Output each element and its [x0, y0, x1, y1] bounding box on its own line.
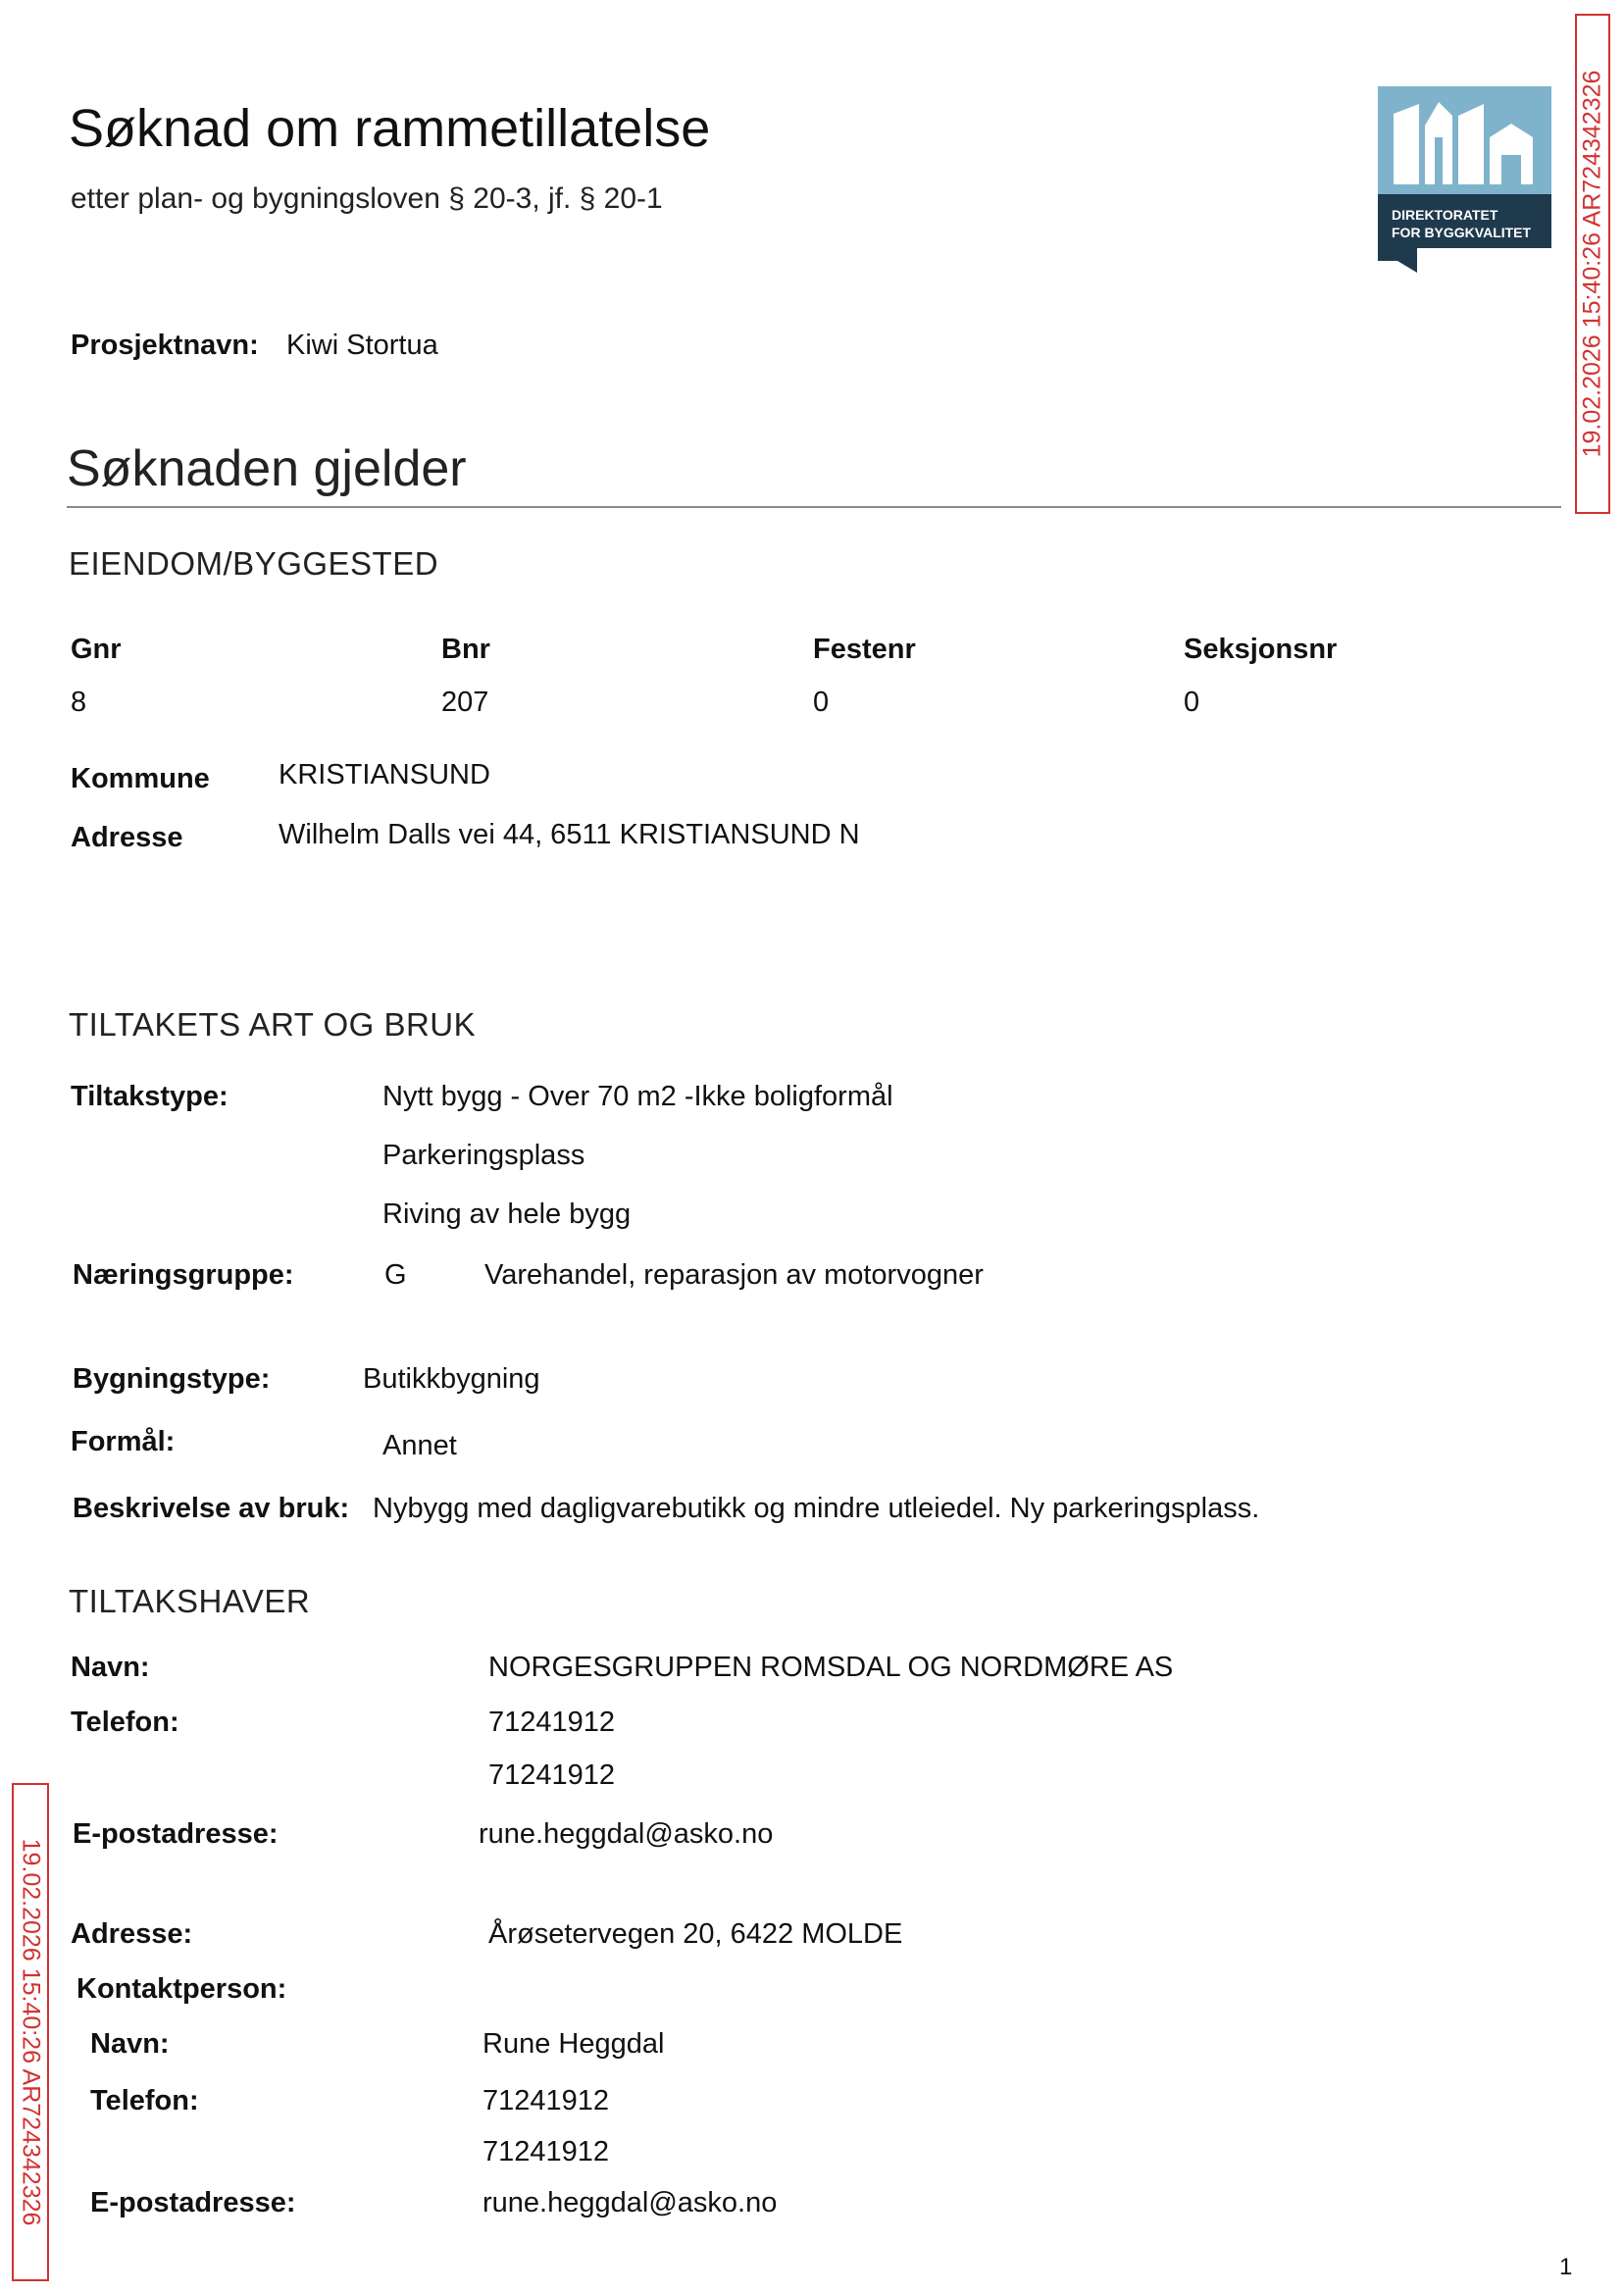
adresse-value: Wilhelm Dalls vei 44, 6511 KRISTIANSUND N: [279, 819, 860, 850]
document-title: Søknad om rammetillatelse: [69, 99, 711, 158]
telefon-label: Telefon:: [71, 1707, 179, 1738]
tiltak-heading: TILTAKETS ART OG BRUK: [69, 1006, 477, 1043]
bnr-label: Bnr: [441, 634, 490, 665]
section-heading: Søknaden gjelder: [67, 440, 467, 497]
tiltakshaver-heading: TILTAKSHAVER: [69, 1583, 311, 1619]
dibk-logo: [1378, 86, 1551, 273]
stamp-text-right: 19.02.2026 15:40:26 AR724342326: [1578, 70, 1606, 458]
adresse-label: Adresse: [71, 822, 183, 853]
tiltakstype-label: Tiltakstype:: [71, 1081, 228, 1112]
tiltakstype-value-2: Parkeringsplass: [382, 1140, 585, 1171]
project-value: Kiwi Stortua: [286, 330, 438, 361]
navn-value: NORGESGRUPPEN ROMSDAL OG NORDMØRE AS: [488, 1652, 1174, 1683]
kontakt-navn-value: Rune Heggdal: [482, 2028, 665, 2060]
kontakt-telefon-value-2: 71241912: [482, 2136, 610, 2167]
seksjonsnr-value: 0: [1184, 687, 1200, 718]
epost-value: rune.heggdal@asko.no: [479, 1818, 774, 1850]
kontakt-telefon-value-1: 71241912: [482, 2085, 610, 2116]
kontakt-epost-label: E-postadresse:: [90, 2187, 296, 2218]
timestamp-stamp-left: [12, 1783, 49, 2281]
festenr-value: 0: [813, 687, 830, 718]
formal-label: Formål:: [71, 1426, 176, 1457]
bygningstype-label: Bygningstype:: [73, 1363, 271, 1395]
eiendom-heading: EIENDOM/BYGGESTED: [69, 545, 439, 582]
festenr-label: Festenr: [813, 634, 916, 665]
section-divider: [67, 506, 1561, 508]
bygningstype-value: Butikkbygning: [363, 1363, 540, 1395]
gnr-label: Gnr: [71, 634, 122, 665]
dibk-logo-graphic: [1378, 86, 1551, 273]
timestamp-stamp-right: [1575, 14, 1610, 514]
kontaktperson-label: Kontaktperson:: [76, 1973, 287, 2005]
formal-value: Annet: [382, 1430, 457, 1461]
naeringsgruppe-code: G: [384, 1259, 407, 1291]
kontakt-epost-value: rune.heggdal@asko.no: [482, 2187, 778, 2218]
logo-line2: FOR BYGGKVALITET: [1392, 225, 1532, 240]
telefon-value-2: 71241912: [488, 1759, 616, 1791]
naeringsgruppe-label: Næringsgruppe:: [73, 1259, 294, 1291]
beskrivelse-label: Beskrivelse av bruk:: [73, 1493, 350, 1524]
kontakt-telefon-label: Telefon:: [90, 2085, 199, 2116]
th-adresse-label: Adresse:: [71, 1918, 193, 1950]
telefon-value-1: 71241912: [488, 1707, 616, 1738]
navn-label: Navn:: [71, 1652, 150, 1683]
seksjonsnr-label: Seksjonsnr: [1184, 634, 1338, 665]
kontakt-navn-label: Navn:: [90, 2028, 170, 2060]
gnr-value: 8: [71, 687, 87, 718]
tiltakstype-value-1: Nytt bygg - Over 70 m2 -Ikke boligformål: [382, 1081, 893, 1112]
tiltakstype-value-3: Riving av hele bygg: [382, 1198, 632, 1230]
stamp-text-left: 19.02.2026 15:40:26 AR724342326: [17, 1838, 45, 2226]
page-number: 1: [1559, 2254, 1573, 2280]
th-adresse-value: Årøsetervegen 20, 6422 MOLDE: [488, 1918, 903, 1950]
beskrivelse-value: Nybygg med dagligvarebutikk og mindre utleiedel. Ny parkeringsplass.: [373, 1493, 1260, 1524]
logo-line1: DIREKTORATET: [1392, 207, 1498, 223]
kommune-label: Kommune: [71, 763, 210, 794]
bnr-value: 207: [441, 687, 489, 718]
project-label: Prosjektnavn:: [71, 330, 259, 361]
naeringsgruppe-value: Varehandel, reparasjon av motorvogner: [484, 1259, 984, 1291]
epost-label: E-postadresse:: [73, 1818, 279, 1850]
document-subtitle: etter plan- og bygningsloven § 20-3, jf. § 20-1: [71, 182, 663, 215]
kommune-value: KRISTIANSUND: [279, 759, 490, 790]
